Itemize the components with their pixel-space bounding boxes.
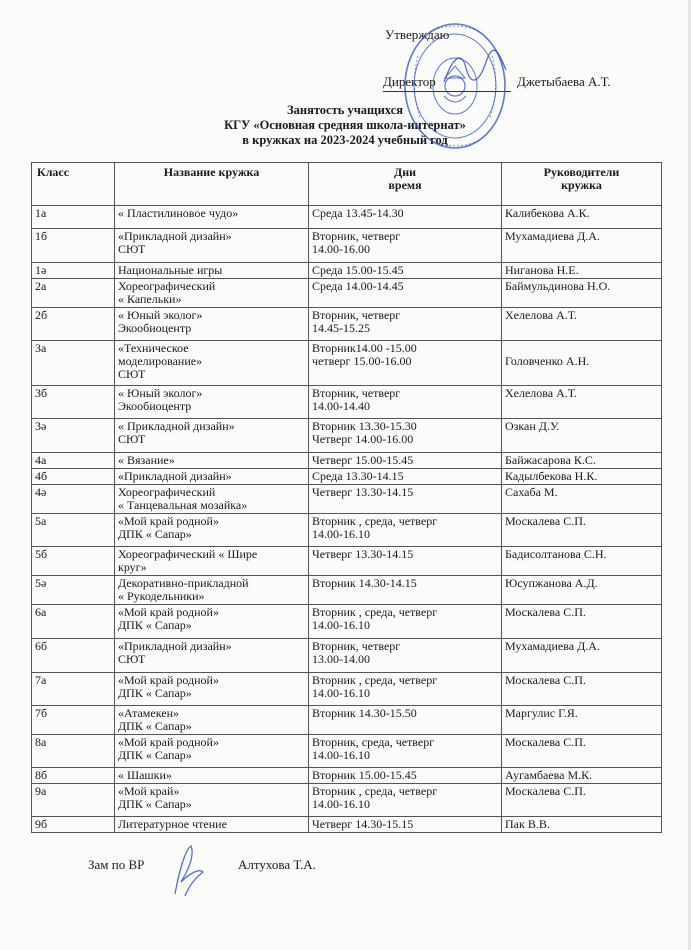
schedule-time-cell: Вторник14.00 -15.00 четверг 15.00-16.00 — [309, 341, 502, 386]
leader-cell: Москалева С.П. — [502, 514, 662, 547]
schedule-time-cell: Среда 13.30-14.15 — [309, 469, 502, 485]
schedule-time-cell: Четверг 13.30-14.15 — [309, 547, 502, 576]
table-row — [32, 469, 662, 485]
class-cell: 5ә — [32, 576, 115, 605]
class-cell: 5б — [32, 547, 115, 576]
class-cell: 7б — [32, 706, 115, 735]
table-header-row — [32, 163, 662, 206]
leader-cell: Байжасарова К.С. — [502, 453, 662, 469]
leader-cell: Озкан Д.У. — [502, 419, 662, 453]
leader-cell: Москалева С.П. — [502, 605, 662, 639]
club-name-cell: Хореографический « Капельки» — [115, 279, 309, 308]
club-name-cell: « Пластилиновое чудо» — [115, 206, 309, 229]
table-row — [32, 768, 662, 784]
director-line — [383, 74, 611, 92]
leader-cell: Пак В.В. — [502, 817, 662, 833]
column-header-name: Название кружка — [115, 163, 309, 206]
class-cell: 2б — [32, 308, 115, 341]
club-name-cell: Хореографический « Танцевальная мозайка» — [115, 485, 309, 514]
table-row — [32, 485, 662, 514]
schedule-time-cell: Четверг 15.00-15.45 — [309, 453, 502, 469]
leader-cell: Москалева С.П. — [502, 673, 662, 706]
club-name-cell: Декоративно-прикладной « Рукодельники» — [115, 576, 309, 605]
leader-cell: Аугамбаева М.К. — [502, 768, 662, 784]
table-row — [32, 229, 662, 263]
schedule-time-cell: Вторник, среда, четверг 14.00-16.10 — [309, 735, 502, 768]
class-cell: 1ә — [32, 263, 115, 279]
club-name-cell: « Юный эколог» Экообиоцентр — [115, 308, 309, 341]
table-row — [32, 263, 662, 279]
table-row — [32, 673, 662, 706]
table-row — [32, 386, 662, 419]
class-cell: 3ә — [32, 419, 115, 453]
club-name-cell: Литературное чтение — [115, 817, 309, 833]
table-row — [32, 605, 662, 639]
class-cell: 7а — [32, 673, 115, 706]
table-row — [32, 341, 662, 386]
leader-cell: Мухамадиева Д.А. — [502, 229, 662, 263]
club-name-cell: «Мой край родной» ДПК « Сапар» — [115, 605, 309, 639]
column-header-time: Дни время — [309, 163, 502, 206]
table-row — [32, 279, 662, 308]
class-cell: 5а — [32, 514, 115, 547]
schedule-table — [31, 162, 662, 833]
club-name-cell: «Атамекен» ДПК « Сапар» — [115, 706, 309, 735]
leader-cell: Хелелова А.Т. — [502, 386, 662, 419]
document-title — [150, 103, 540, 148]
schedule-time-cell: Вторник , среда, четверг 14.00-16.10 — [309, 605, 502, 639]
leader-cell: Маргулис Г.Я. — [502, 706, 662, 735]
club-name-cell: « Шашки» — [115, 768, 309, 784]
schedule-time-cell: Вторник , среда, четверг 14.00-16.10 — [309, 514, 502, 547]
club-name-cell: « Прикладной дизайн» СЮТ — [115, 419, 309, 453]
schedule-time-cell: Вторник, четверг 13.00-14.00 — [309, 639, 502, 673]
leader-cell: Мухамадиева Д.А. — [502, 639, 662, 673]
table-row — [32, 514, 662, 547]
leader-cell: Юсупжанова А.Д. — [502, 576, 662, 605]
approve-label: Утверждаю — [385, 27, 450, 42]
table-row — [32, 206, 662, 229]
class-cell: 9а — [32, 784, 115, 817]
class-cell: 3б — [32, 386, 115, 419]
schedule-time-cell: Вторник, четверг 14.45-15.25 — [309, 308, 502, 341]
leader-cell: Головченко А.Н. — [502, 341, 662, 386]
schedule-time-cell: Среда 13.45-14.30 — [309, 206, 502, 229]
schedule-time-cell: Вторник 15.00-15.45 — [309, 768, 502, 784]
leader-cell: Ниганова Н.Е. — [502, 263, 662, 279]
class-cell: 9б — [32, 817, 115, 833]
director-label: Директор — [383, 74, 511, 92]
leader-cell: Москалева С.П. — [502, 735, 662, 768]
column-header-leader: Руководители кружка — [502, 163, 662, 206]
class-cell: 8б — [32, 768, 115, 784]
class-cell: 6а — [32, 605, 115, 639]
class-cell: 1а — [32, 206, 115, 229]
club-name-cell: «Прикладной дизайн» СЮТ — [115, 229, 309, 263]
schedule-time-cell: Четверг 14.30-15.15 — [309, 817, 502, 833]
title-line-1: Занятость учащихся — [287, 103, 403, 117]
title-line-2: КГУ «Основная средняя школа-интернат» — [224, 118, 466, 132]
table-row — [32, 817, 662, 833]
table-row — [32, 576, 662, 605]
schedule-time-cell: Среда 15.00-15.45 — [309, 263, 502, 279]
club-name-cell: «Прикладной дизайн» СЮТ — [115, 639, 309, 673]
table-row — [32, 784, 662, 817]
title-line-3: в кружках на 2023-2024 учебный год — [242, 133, 448, 147]
schedule-time-cell: Вторник, четверг 14.00-14.40 — [309, 386, 502, 419]
schedule-time-cell: Вторник, четверг 14.00-16.00 — [309, 229, 502, 263]
table-row — [32, 547, 662, 576]
schedule-time-cell: Вторник , среда, четверг 14.00-16.10 — [309, 784, 502, 817]
schedule-time-cell: Вторник , среда, четверг 14.00-16.10 — [309, 673, 502, 706]
class-cell: 4а — [32, 453, 115, 469]
club-name-cell: « Юный эколог» Экообиоцентр — [115, 386, 309, 419]
leader-cell: Бадисолтанова С.Н. — [502, 547, 662, 576]
club-name-cell: Национальные игры — [115, 263, 309, 279]
class-cell: 1б — [32, 229, 115, 263]
schedule-time-cell: Среда 14.00-14.45 — [309, 279, 502, 308]
class-cell: 8а — [32, 735, 115, 768]
director-name: Джетыбаева А.Т. — [517, 74, 611, 89]
table-row — [32, 735, 662, 768]
leader-cell: Калибекова А.К. — [502, 206, 662, 229]
leader-cell: Хелелова А.Т. — [502, 308, 662, 341]
schedule-time-cell: Вторник 14.30-14.15 — [309, 576, 502, 605]
schedule-time-cell: Четверг 13.30-14.15 — [309, 485, 502, 514]
table-row — [32, 419, 662, 453]
class-cell: 3а — [32, 341, 115, 386]
club-name-cell: «Мой край родной» ДПК « Сапар» — [115, 735, 309, 768]
class-cell: 4ә — [32, 485, 115, 514]
schedule-time-cell: Вторник 13.30-15.30 Четверг 14.00-16.00 — [309, 419, 502, 453]
club-name-cell: « Вязание» — [115, 453, 309, 469]
class-cell: 2а — [32, 279, 115, 308]
footer-role: Зам по ВР — [88, 857, 145, 872]
schedule-time-cell: Вторник 14.30-15.50 — [309, 706, 502, 735]
footer-name: Алтухова Т.А. — [238, 857, 316, 872]
leader-cell: Баймульдинова Н.О. — [502, 279, 662, 308]
leader-cell: Кадылбекова Н.К. — [502, 469, 662, 485]
column-header-class: Класс — [32, 163, 115, 206]
table-row — [32, 308, 662, 341]
club-name-cell: Хореографический « Шире круг» — [115, 547, 309, 576]
table-row — [32, 453, 662, 469]
club-name-cell: «Техническое моделирование» СЮТ — [115, 341, 309, 386]
deputy-signature-icon — [165, 842, 209, 898]
leader-cell: Сахаба М. — [502, 485, 662, 514]
class-cell: 6б — [32, 639, 115, 673]
table-row — [32, 639, 662, 673]
club-name-cell: «Мой край родной» ДПК « Сапар» — [115, 673, 309, 706]
club-name-cell: «Прикладной дизайн» — [115, 469, 309, 485]
leader-cell: Москалева С.П. — [502, 784, 662, 817]
class-cell: 4б — [32, 469, 115, 485]
table-row — [32, 706, 662, 735]
club-name-cell: «Мой край» ДПК « Сапар» — [115, 784, 309, 817]
club-name-cell: «Мой край родной» ДПК « Сапар» — [115, 514, 309, 547]
footer — [88, 857, 316, 873]
table-body — [32, 206, 662, 833]
